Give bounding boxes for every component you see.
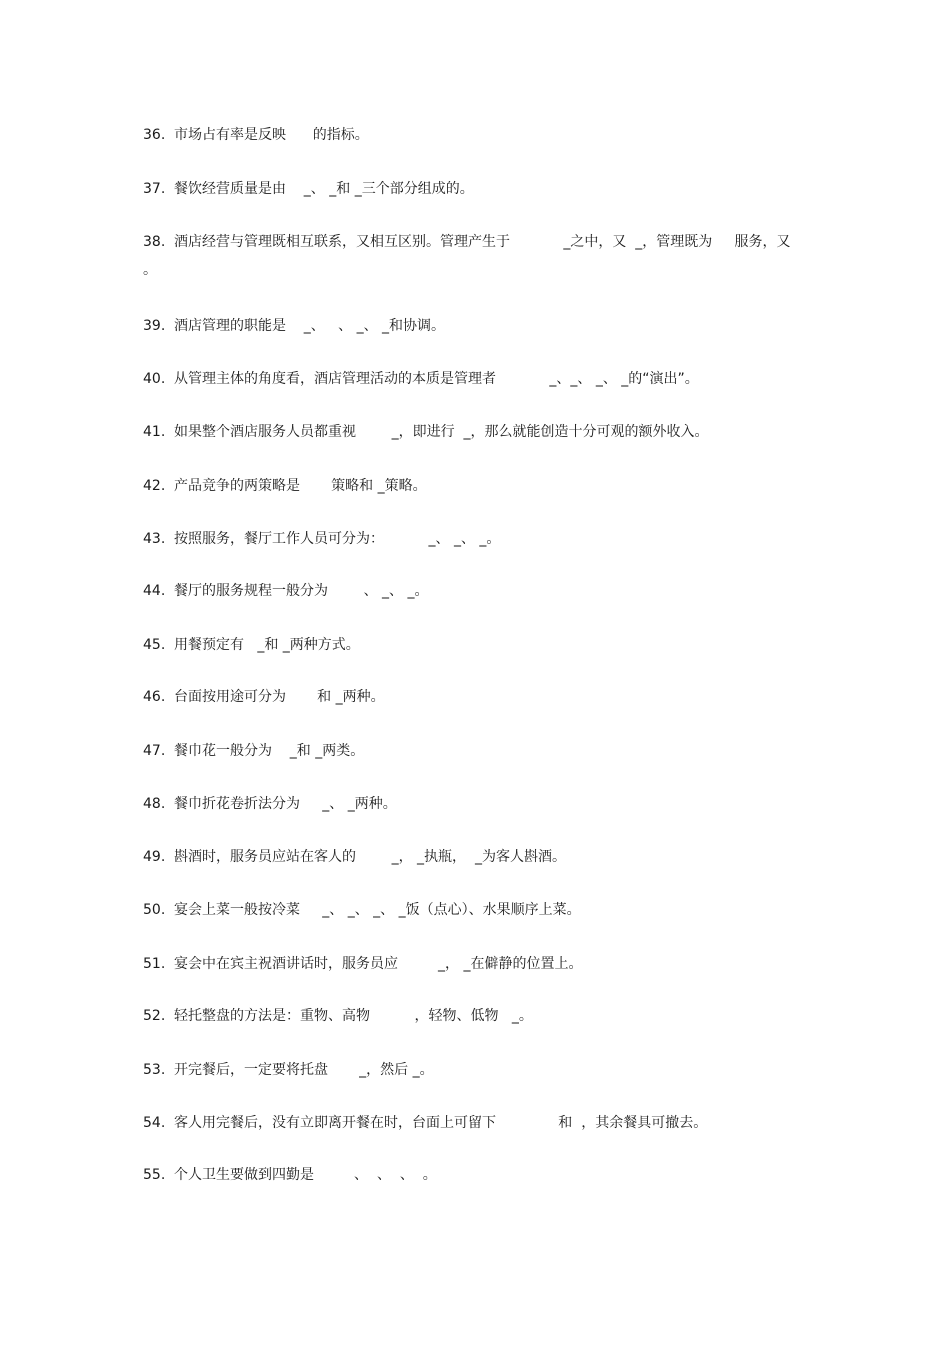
question-45	[143, 631, 808, 659]
question-number: 51.	[143, 956, 166, 972]
question-55	[143, 1161, 808, 1189]
question-text: 宴会中在宾主祝酒讲话时，服务员应 _， _在僻静的位置上。	[174, 956, 583, 972]
question-number: 53.	[143, 1062, 166, 1078]
question-number: 38.	[143, 234, 166, 250]
question-number: 37.	[143, 181, 166, 197]
question-41	[143, 418, 808, 446]
question-43	[143, 525, 808, 553]
question-50	[143, 896, 808, 924]
question-number: 46.	[143, 689, 166, 705]
question-text: 产品竞争的两策略是 策略和 _策略。	[174, 478, 427, 494]
question-text: 餐饮经营质量是由 _、 _和 _三个部分组成的。	[174, 181, 474, 197]
question-text: 如果整个酒店服务人员都重视 _，即进行 _，那么就能创造十分可观的额外收入。	[174, 424, 709, 440]
question-number: 36.	[143, 127, 166, 143]
question-number: 42.	[143, 478, 166, 494]
question-39	[143, 312, 808, 340]
question-48	[143, 790, 808, 818]
question-text: 餐巾花一般分为 _和 _两类。	[174, 743, 365, 759]
question-number: 45.	[143, 637, 166, 653]
question-text: 用餐预定有 _和 _两种方式。	[174, 637, 360, 653]
question-number: 40.	[143, 371, 166, 387]
question-number: 52.	[143, 1008, 166, 1024]
question-number: 48.	[143, 796, 166, 812]
question-text: 开完餐后，一定要将托盘 _，然后 _。	[174, 1062, 434, 1078]
question-text: 客人用完餐后，没有立即离开餐在时，台面上可留下 和 ，其余餐具可撤去。	[174, 1115, 708, 1131]
question-text: 个人卫生要做到四勤是 、 、 、 。	[174, 1167, 437, 1183]
question-40	[143, 365, 808, 393]
question-number: 39.	[143, 318, 166, 334]
question-36	[143, 121, 808, 149]
question-number: 47.	[143, 743, 166, 759]
question-46	[143, 683, 808, 711]
question-37	[143, 175, 808, 203]
question-51	[143, 950, 808, 978]
question-number: 54.	[143, 1115, 166, 1131]
question-49	[143, 843, 808, 871]
question-number: 50.	[143, 902, 166, 918]
question-text: 市场占有率是反映 的指标。	[174, 127, 369, 143]
question-text: 从管理主体的角度看，酒店管理活动的本质是管理者 _、_、 _、 _的“演出”。	[174, 371, 699, 387]
question-number: 55.	[143, 1167, 166, 1183]
question-text: 宴会上菜一般按冷菜 _、 _、 _、 _饭（点心）、水果顺序上菜。	[174, 902, 581, 918]
question-42	[143, 472, 808, 500]
question-47	[143, 737, 808, 765]
question-44	[143, 577, 808, 605]
question-text: 餐厅的服务规程一般分为 、 _、 _。	[174, 583, 429, 599]
question-text: 轻托整盘的方法是：重物、高物 ，轻物、低物 _。	[174, 1008, 533, 1024]
question-53	[143, 1056, 808, 1084]
question-text: 台面按用途可分为 和 _两种。	[174, 689, 385, 705]
question-text: 酒店经营与管理既相互联系，又相互区别。管理产生于 _之中，又 _，管理既为 服务，又 。	[143, 234, 800, 278]
question-number: 44.	[143, 583, 166, 599]
question-52	[143, 1002, 808, 1030]
question-number: 41.	[143, 424, 166, 440]
question-number: 49.	[143, 849, 166, 865]
question-38	[143, 228, 808, 284]
question-text: 斟酒时，服务员应站在客人的 _， _执瓶， _为客人斟酒。	[174, 849, 566, 865]
question-number: 43.	[143, 531, 166, 547]
question-text: 按照服务，餐厅工作人员可分为： _、 _、 _。	[174, 531, 501, 547]
question-text: 餐巾折花卷折法分为 _、 _两种。	[174, 796, 397, 812]
question-54	[143, 1109, 808, 1137]
question-text: 酒店管理的职能是 _、 、 _、 _和协调。	[174, 318, 446, 334]
